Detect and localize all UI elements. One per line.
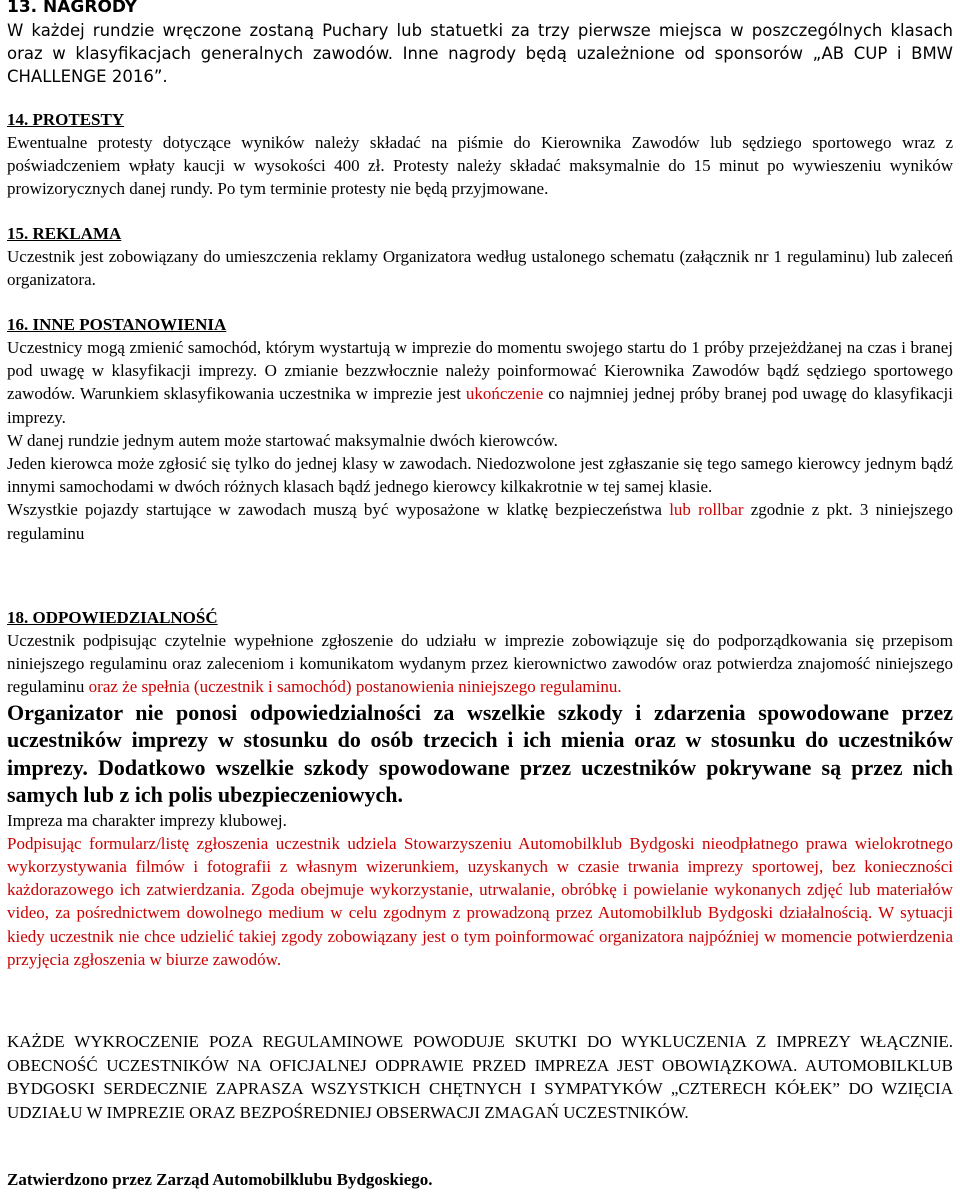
section-18-p1-highlight: oraz że spełnia (uczestnik i samochód) postanowienia niniejszego regulaminu. [88, 677, 622, 697]
section-15-body: Uczestnik jest zobowiązany do umieszczenia reklamy Organizatora według ustalonego schematu (załącznik nr 1 regulaminu) lub zaleceń organizatora. [7, 247, 953, 290]
section-18-paragraph-1 [7, 629, 953, 699]
section-18 [7, 606, 953, 971]
approval-line: Zatwierdzono przez Zarząd Automobilklubu Bydgoskiego. [7, 1170, 433, 1189]
section-16-paragraph-4 [7, 498, 953, 544]
section-16-p4-highlight: lub rollbar [669, 500, 744, 520]
section-16-p1-highlight: ukończenie [465, 384, 544, 404]
section-18-p1-text: Uczestnik podpisując czytelnie wypełnione zgłoszenie do udziału w imprezie zobowiązuje się do podporządkowania się przepisom niniejszego regulaminu oraz zaleceniom i komunikatom wydanym przez kierownictwo zawodów oraz potwierdza znajomość niniejszego regulaminu [7, 631, 953, 697]
section-15 [7, 222, 953, 291]
section-16-paragraph-3: Jeden kierowca może zgłosić się tylko do jednej klasy w zawodach. Niedozwolone jest zgłaszanie się tego samego kierowcy jednym bądź innymi samochodami w dwóch różnych klasach bądź jednego kierowcy kilkakrotnie w tej samej klasie. [7, 454, 953, 497]
section-13-body: W każdej rundzie wręczone zostaną Puchary lub statuetki za trzy pierwsze miejsca w poszczególnych klasach oraz w klasyfikacjach generalnych zawodów. Inne nagrody będą uzależnione od sponsorów „AB CUP i BMW CHALLENGE 2016”. [7, 21, 953, 87]
section-16-p1-text-a: Uczestnicy mogą zmienić samochód, którym wystartują w imprezie do momentu swojego startu do 1 próby przejeżdżanej na czas i branej pod uwagę w klasyfikacji imprezy. O zmianie bezzwłocznie należy poinformować Kierownika Zawodów bądź sędziego sportowego zawodów. Warunkiem sklasyfikowania uczestnika w imprezie jest [7, 338, 953, 404]
section-16-paragraph-1 [7, 336, 953, 429]
section-16-heading: 16. INNE POSTANOWIENIA [7, 315, 227, 334]
uppercase-notice: KAŻDE WYKROCZENIE POZA REGULAMINOWE POWODUJE SKUTKI DO WYKLUCZENIA Z IMPREZY WŁĄCZNIE. OBECNOŚĆ UCZESTNIKÓW NA OFICJALNEJ ODPRAWIE PRZED IMPREZA JEST OBOWIĄZKOWA. AUTOMOBILKLUB BYDGOSKI SERDECZNIE ZAPRASZA WSZYSTKICH CHĘTNYCH I SYMPATYKÓW „CZTERECH KÓŁEK” DO WZIĘCIA UDZIAŁU W IMPREZIE ORAZ BEZPOŚREDNIEJ OBSERWACJI ZMAGAŃ UCZESTNIKÓW. [7, 1032, 953, 1122]
section-16-paragraph-2: W danej rundzie jednym autem może startować maksymalnie dwóch kierowców. [7, 430, 558, 450]
section-14 [7, 108, 953, 201]
section-15-heading: 15. REKLAMA [7, 224, 122, 243]
image-consent-clause: Podpisując formularz/listę zgłoszenia uczestnik udziela Stowarzyszeniu Automobilklub Bydgoski nieodpłatnego prawa wielokrotnego wykorzystywania filmów i fotografii z własnym wizerunkiem, uzyskanych w czasie trwania imprezy sportowej, bez konieczności każdorazowego ich zatwierdzania. Zgoda obejmuje wykorzystanie, utrwalanie, obróbkę i powielanie wykonanych zdjęć lub materiałów video, za pośrednictwem dowolnego medium w celu zgodnym z prowadzoną przez Automobilklub Bydgoski działalnością. W sytuacji kiedy uczestnik nie chce udzielić takiej zgody zobowiązany jest o tym poinformować organizatora najpóźniej w momencie potwierdzenia przyjęcia zgłoszenia w biurze zawodów. [7, 833, 953, 969]
section-16 [7, 313, 953, 545]
liability-disclaimer: Organizator nie ponosi odpowiedzialności za wszelkie szkody i zdarzenia spowodowane przez uczestników imprezy w stosunku do osób trzecich i ich mienia oraz w stosunku do uczestników imprezy. Dodatkowo wszelkie szkody spowodowane przez uczestników pokrywane są przez nich samych lub z ich polis ubezpieczeniowych. [7, 699, 953, 808]
club-event-note: Impreza ma charakter imprezy klubowej. [7, 810, 287, 830]
section-18-heading: 18. ODPOWIEDZIALNOŚĆ [7, 608, 218, 627]
section-16-p4-text-a: Wszystkie pojazdy startujące w zawodach muszą być wyposażone w klatkę bezpieczeństwa [7, 500, 670, 520]
section-13-heading: 13. NAGRODY [7, 0, 138, 17]
approval-block [7, 1168, 953, 1191]
notice-block [7, 1030, 953, 1124]
section-14-body: Ewentualne protesty dotyczące wyników należy składać na piśmie do Kierownika Zawodów lub sędziego sportowego wraz z poświadczeniem wpłaty kaucji w wysokości 400 zł. Protesty należy składać maksymalnie do 15 minut po wywieszeniu wyników prowizorycznych danej rundy. Po tym terminie protesty nie będą przyjmowane. [7, 133, 953, 199]
section-14-heading: 14. PROTESTY [7, 110, 125, 129]
section-13 [7, 0, 953, 89]
section-16-p4-text-b: zgodnie z pkt. 3 niniejszego regulaminu [7, 500, 953, 543]
section-16-p1-text-b: co najmniej jednej próby branej pod uwagę do klasyfikacji imprezy. [7, 384, 953, 427]
